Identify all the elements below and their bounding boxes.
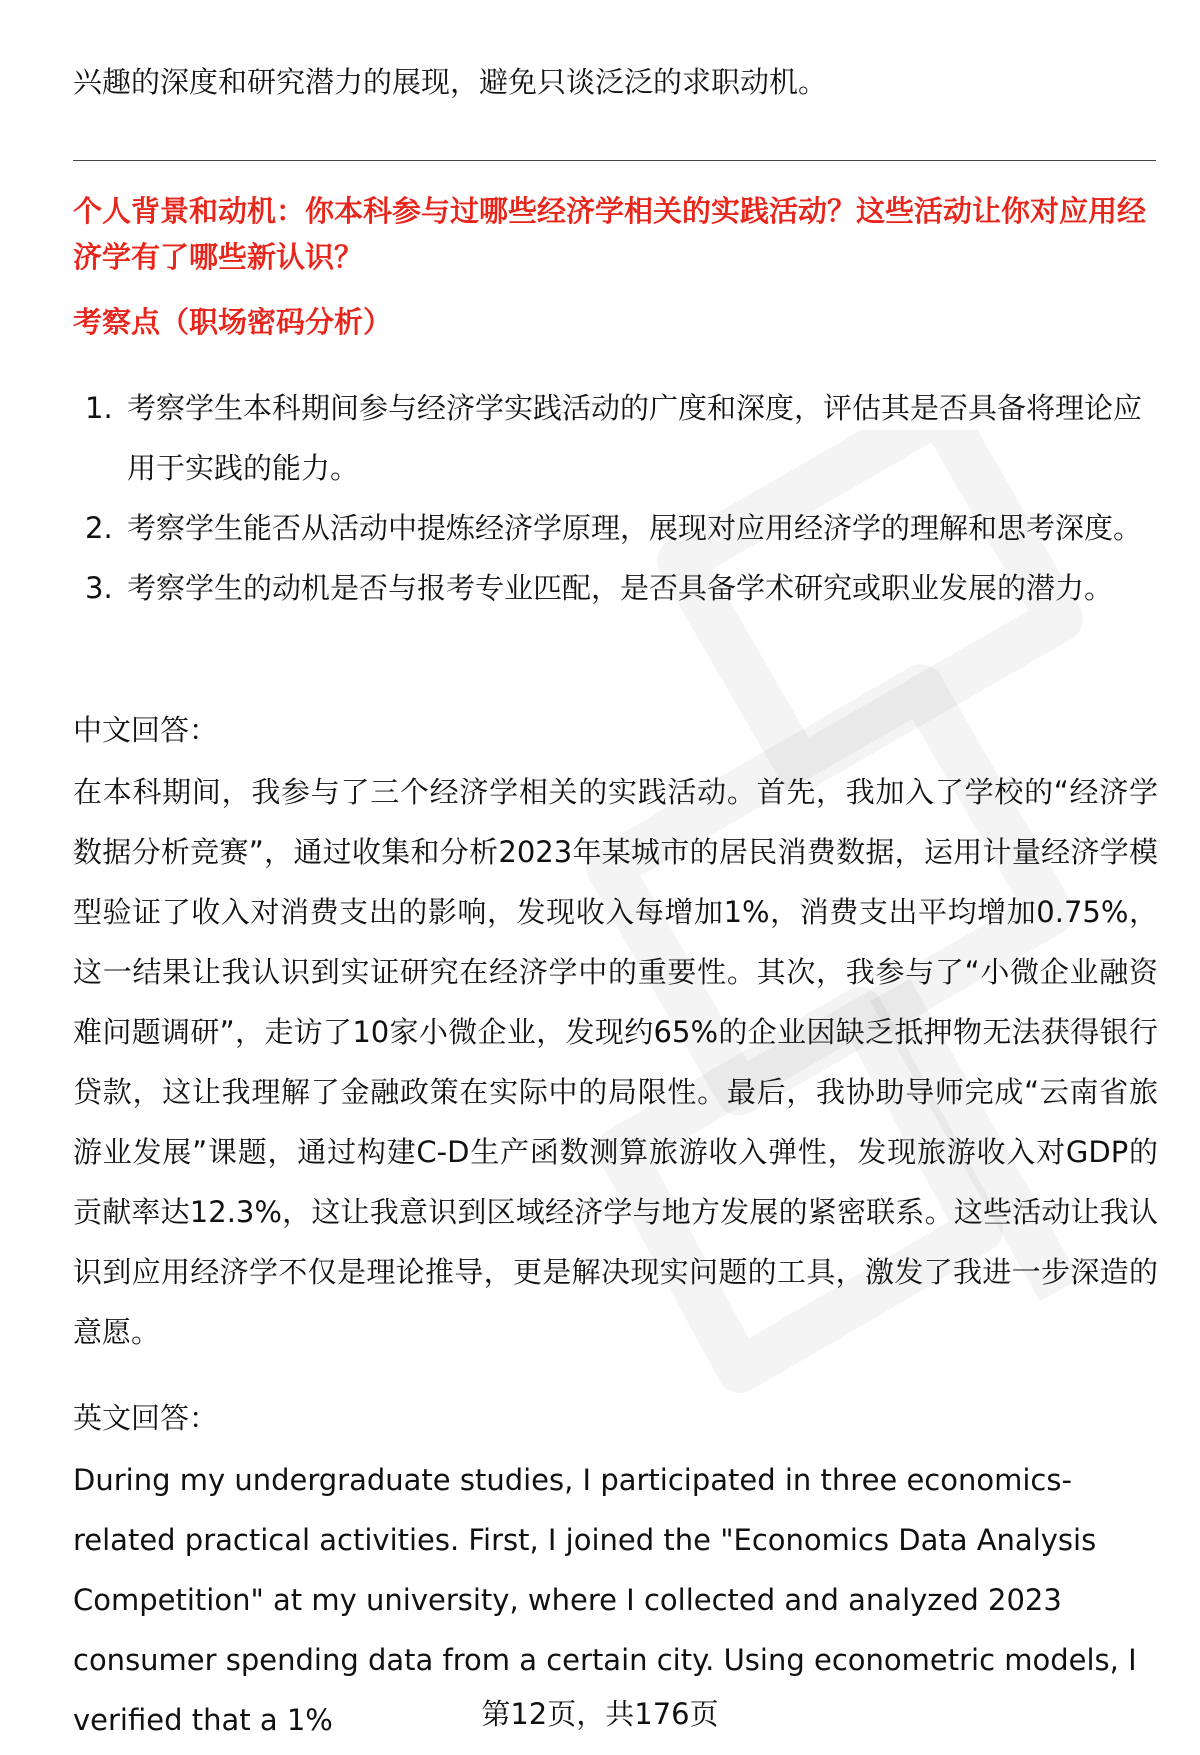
english-answer-label: 英文回答： [73, 1401, 219, 1435]
list-item-text: 考察学生的动机是否与报考专业匹配，是否具备学术研究或职业发展的潜力。 [127, 571, 1114, 605]
intro-paragraph: 兴趣的深度和研究潜力的展现，避免只谈泛泛的求职动机。 [73, 65, 828, 99]
question-heading: 个人背景和动机：你本科参与过哪些经济学相关的实践活动？这些活动让你对应用经济学有了哪些新认识？ [73, 194, 1147, 274]
chinese-answer-label: 中文回答： [73, 713, 219, 747]
list-item [73, 498, 1158, 558]
list-item-text: 考察学生能否从活动中提炼经济学原理，展现对应用经济学的理解和思考深度。 [127, 511, 1143, 545]
assessment-points-list [73, 378, 1158, 618]
list-item-number: 2. [85, 511, 113, 545]
section-divider [73, 160, 1156, 161]
list-item [73, 558, 1158, 618]
list-item-text: 考察学生本科期间参与经济学实践活动的广度和深度，评估其是否具备将理论应用于实践的能力。 [127, 391, 1143, 485]
list-item-number: 1. [85, 391, 113, 425]
english-answer-text: During my undergraduate studies, I participated in three economics-related practical activities. First, I joined the "Economics Data Analysis Competition" at my university, where I collected and analyzed 2023 consumer spending data from a certain city. Using econometric models, I verified that a 1% [73, 1463, 1137, 1737]
list-item [73, 378, 1158, 498]
section-heading: 考察点（职场密码分析） [73, 305, 393, 339]
page-number: 第12页，共176页 [481, 1697, 719, 1731]
list-item-number: 3. [85, 571, 113, 605]
chinese-answer-text: 在本科期间，我参与了三个经济学相关的实践活动。首先，我加入了学校的“经济学数据分析竞赛”，通过收集和分析2023年某城市的居民消费数据，运用计量经济学模型验证了收入对消费支出的影响，发现收入每增加1%，消费支出平均增加0.75%，这一结果让我认识到实证研究在经济学中的重要性。其次，我参与了“小微企业融资难问题调研”，走访了10家小微企业，发现约65%的企业因缺乏抵押物无法获得银行贷款，这让我理解了金融政策在实际中的局限性。最后，我协助导师完成“云南省旅游业发展”课题，通过构建C-D生产函数测算旅游收入弹性，发现旅游收入对GDP的贡献率达12.3%，这让我意识到区域经济学与地方发展的紧密联系。这些活动让我认识到应用经济学不仅是理论推导，更是解决现实问题的工具，激发了我进一步深造的意愿。 [73, 775, 1158, 1349]
